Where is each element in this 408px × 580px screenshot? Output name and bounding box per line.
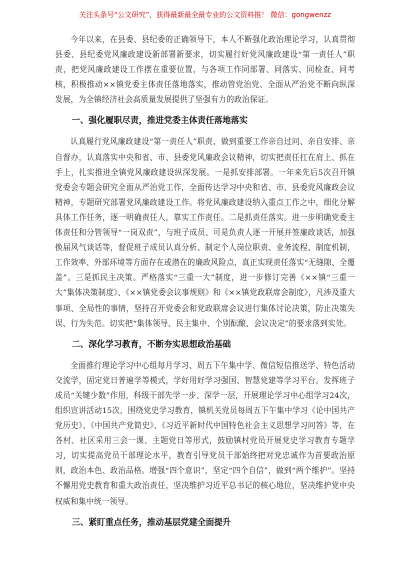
header-banner: 关注头条号“公文研究”，获得最新最全最专业的公文资料推！ 微信：gongwenzz — [79, 11, 331, 19]
intro-paragraph: 今年以来，在县委、县纪委的正确领导下，本人不断强化政治理论学习，认真贯彻县委、县纪委党风廉政建设新部署新要求，切实履行好党风廉政建设“第一责任人”职责，把党风廉政建设工作摆在重要位置，与各项工作同部署、同落实、同检查、同考核，积极推动××镇党委主体责任落地落实，推动管党治党、全面从严治党不断向纵深发展，为全镇经济社会高质量发展提供了坚强有力的政治保证。 — [55, 35, 355, 105]
section-heading-1: 一、强化履职尽责，推进党委主体责任落地落实 — [71, 115, 248, 126]
document-body — [55, 32, 355, 536]
section-1-paragraph: 认真履行党风廉政建设“第一责任人”职责，做到重要工作亲自过问、亲自安排、亲自督办，认真落实中央和省、市、县委党风廉政会议精神，切实把责任扛在肩上、抓在手上，扎实推进全镇党风廉政建设纵深发展。一是抓安排部署。一年来先后5次召开镇党委会专题会研究全面从严治党工作，全面传达学习中央和省、市、县委党风廉政会议精神，专题研究部署党风廉政建设工作。将党风廉政建设纳入重点工作之中，细化分解具体工作任务，逐一明确责任人，靠实工作责任。二是抓责任落实。进一步明确党委主体责任和分管领导“一岗双责”，与班子成员、可是负责人逐一开展并签廉政谈话，加强换届风气谈话等，督促班子成员认真分析、制定个人岗位职责、业务流程、制度机制，工作效率、外部环境等方面存在或潜在的廉政风险点，真正实现责任落实“无缝隙、全覆盖”。三是抓民主决策。严格落实“三重一大”制度，进一步修订完善《××镇“三重一大”集体决策制度》、《××镇党委会议事规则》和《××镇党政联席会制度》，凡涉及重大事项、全局性的事情，坚持召开党委会和党政联席会议进行集体讨论决策，防止决策失误、行为失范。切实把“集体领导、民主集中、个别酝酿、会议决定”的要求落到实处。 — [55, 137, 355, 328]
section-2-paragraph: 全面推行理论学习中心组每月学习、周五下午集中学、微信短信推送学、特色活动交流学，固定党日普遍学等模式，学好用好学习强国、智慧党建等学习平台。发挥班子成员“关键少数”作用，科级干部先学一步、深学一层，开展理论学习中心组学习24次，组织宣讲活动15次，围绕党史学习教育，镇机关党员每周五下午集中学习《论中国共产党历史》、《中国共产党简史》、《习近平新时代中国特色社会主义思想学习问答》等，在各村、社区采用三会一课、主题党日等形式，鼓励镇村党员开展党史学习教育专题学习，切实提高党员干部理论水平，教育引导党员干部始终把对党忠诚作为首要政治原则，政治本色、政治品格。增强“四个意识”，坚定“四个自信”，做到“两个维护”。坚持不懈用党史教育和重大政治责任，坚决维护习近平总书记的核心地位，坚决维护党中央权威和集中统一领导。 — [55, 360, 355, 506]
section-heading-3: 三、紧盯重点任务，推动基层党建全面提升 — [71, 516, 231, 527]
section-heading-2: 二、深化学习教育，不断夯实思想政治基础 — [71, 338, 231, 349]
